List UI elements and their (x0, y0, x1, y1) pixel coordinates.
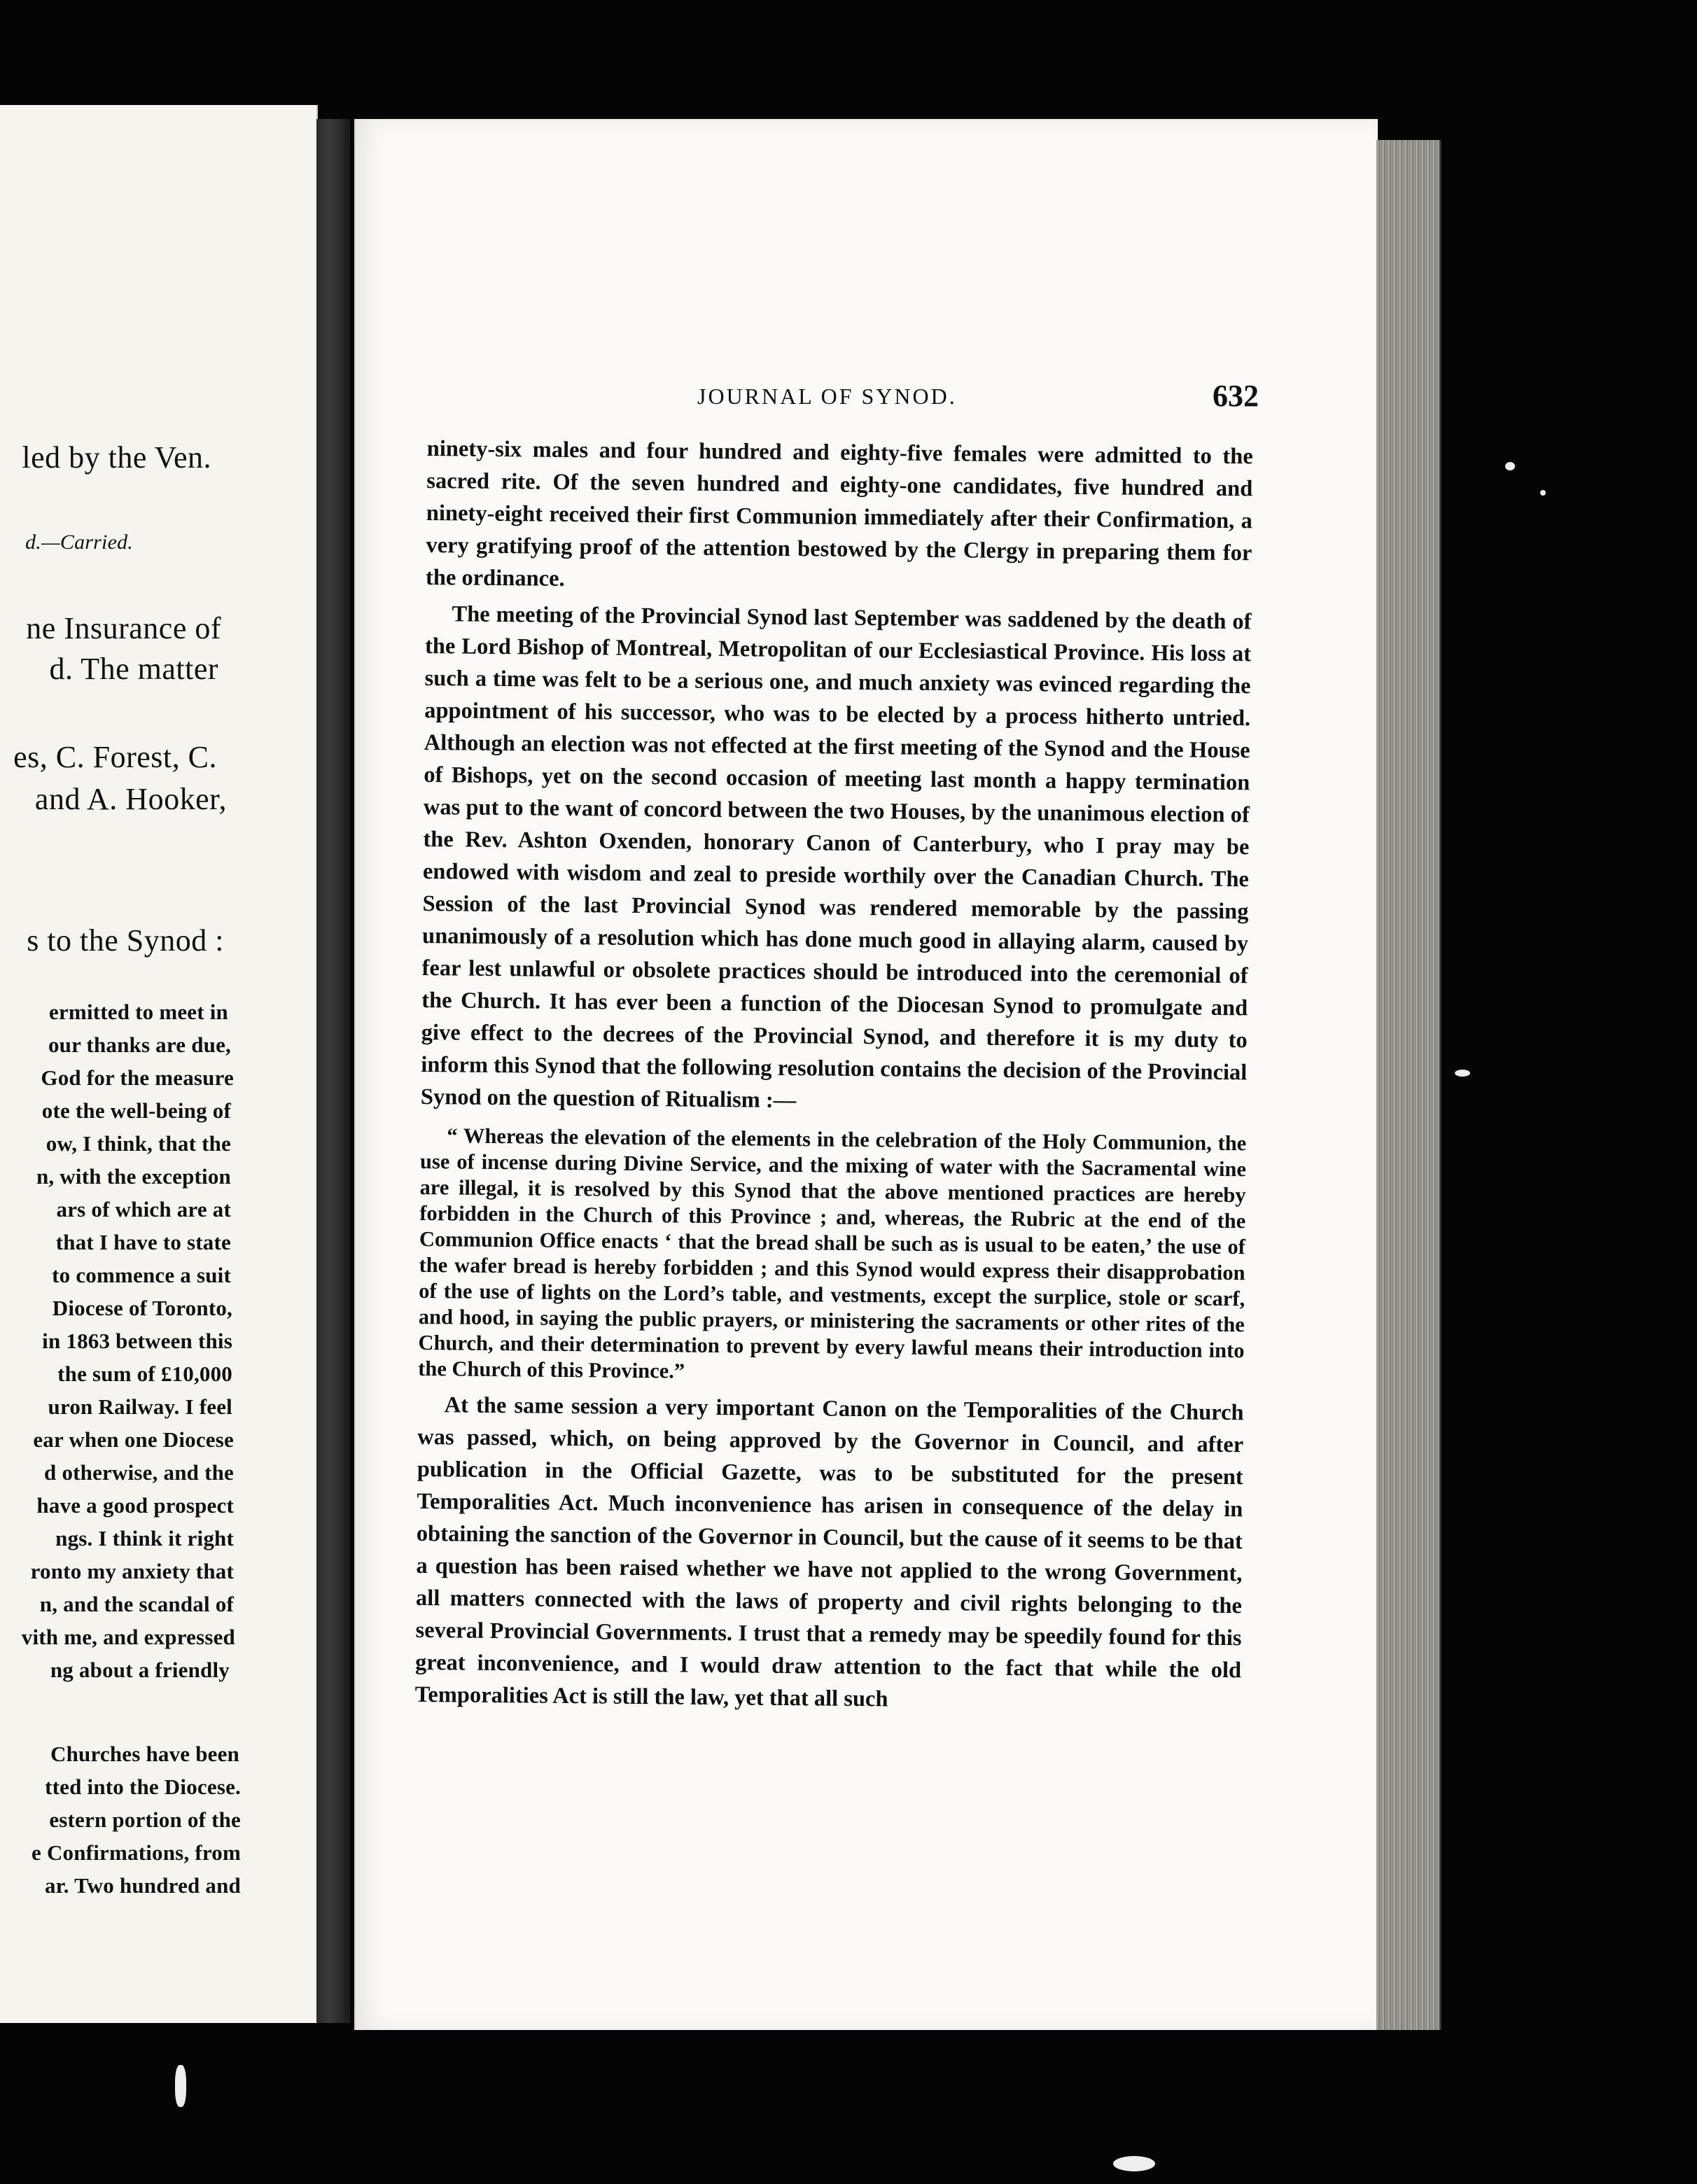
left-line: Diocese of Toronto, (52, 1296, 232, 1320)
left-line: tted into the Diocese. (45, 1774, 241, 1799)
left-line: and A. Hooker, (34, 782, 227, 816)
paragraph-2: The meeting of the Provincial Synod last September was saddened by the death of the Lord Bishop of Montreal, Metropolitan of our Ecclesiastical Province. His loss at such a time was felt to be a serious one, and much anxiety was evinced regarding the appointment of his successor, who was to be elected by a process hitherto untried. Although an election was not effected at the first meeting of the Synod and the House of Bishops, yet on the second occasion of meeting last month a happy termination was put to the want of concord between the two Houses, by the unanimous election of the Rev. Ashton Oxenden, honorary Canon of Canterbury, who I pray may be endowed with wisdom and zeal to preside worthily over the Canadian Church. The Session of the last Provincial Synod was rendered memorable by the passing unanimously of a resolution which has done much good in allaying alarm, caused by fear lest unlawful or obsolete practices should be introduced into the ceremonial of the Church. It has ever been a function of the Diocesan Synod to promulgate and give effect to the decrees of the Provincial Synod, and therefore it is my duty to inform this Synod that the following resolution contains the decision of the Provincial Synod on the question of Ritualism :— (420, 601, 1252, 1114)
left-line: n, and the scandal of (39, 1592, 234, 1616)
left-line: in 1863 between this (42, 1329, 232, 1353)
scan-speck (175, 2065, 186, 2107)
left-line: ng about a friendly (50, 1658, 230, 1682)
paragraph-1: ninety-six males and four hundred and eighty-five females were admitted to the sacred rite. Of the seven hundred and eighty-one candidates, five hundred and ninety-eight received their first Communion immediately after their Confirmation, a very gratifying proof of the attention bestowed by the Clergy in preparing them for the ordinance. (425, 435, 1253, 592)
left-line: that I have to state (55, 1230, 231, 1254)
left-line: d. The matter (49, 652, 218, 686)
ritualism-resolution-quote: “ Whereas the elevation of the elements in the celebration of the Holy Communion, the use of incense during Divine Service, and the mixing of water with the Sacramental wine are illegal, it is resolved by this Synod that the above mentioned practices are hereby forbidden in the Church of this Province ; and, whereas, the Rubric at the end of the Communion Office enacts ‘ that the bread shall be such as is usual to be eaten,’ the use of the wafer bread is hereby forbidden ; and this Synod would express their disapprobation of the use of lights on the Lord’s table, and vestments, except the surplice, stole or scarf, and hood, in saying the public prayers, or ministering the sacraments or other rites of the Church, and their determination to prevent by every lawful means their introduction into the Church of this Province.” (418, 1124, 1247, 1383)
left-line: vith me, and expressed (21, 1625, 235, 1649)
left-line: ne Insurance of (26, 611, 221, 645)
page-body (414, 433, 1252, 1718)
left-line: Churches have been (50, 1742, 239, 1766)
left-line: the sum of £10,000 (57, 1362, 232, 1386)
running-head: JOURNAL OF SYNOD. (697, 384, 957, 409)
left-line: ronto my anxiety that (30, 1559, 234, 1583)
left-page-fragment (0, 105, 318, 2023)
scan-speck (1455, 1070, 1470, 1077)
left-line: our thanks are due, (48, 1032, 231, 1057)
paragraph-3: At the same session a very important Canon on the Temporalities of the Church was passed, which, on being approved by the Governor in Council, and after publication in the Official Gazette, was to be substituted for the present Temporalities Act. Much inconvenience has arisen in consequence of the delay in obtaining the sanction of the Governor in Council, but the cause of it seems to be that a question has been raised whether we have not applied to the wrong Government, all matters connected with the laws of property and civil rights belonging to the several Provincial Governments. I trust that a remedy may be speedily found for this great inconvenience, and I would draw attention to the fact that while the old Temporalities Act is still the law, yet that all such (414, 1392, 1244, 1712)
page-edges (1376, 140, 1441, 2030)
left-line: ermitted to meet in (49, 1000, 228, 1024)
left-line: s to the Synod : (27, 923, 224, 958)
page-number: 632 (1213, 379, 1259, 413)
left-line: ngs. I think it right (55, 1526, 234, 1550)
left-line: led by the Ven. (22, 440, 211, 475)
left-line: n, with the exception (36, 1164, 231, 1189)
left-line: e Confirmations, from (32, 1840, 241, 1865)
left-line: ear when one Diocese (33, 1427, 234, 1452)
left-line: have a good prospect (36, 1493, 234, 1518)
binding-gutter (316, 119, 350, 2023)
left-line: d otherwise, and the (44, 1460, 234, 1485)
left-line: uron Railway. I feel (48, 1394, 232, 1419)
left-line: to commence a suit (52, 1263, 231, 1287)
scan-speck (1540, 490, 1546, 496)
left-line: ar. Two hundred and (44, 1873, 241, 1898)
scan-speck (1505, 462, 1515, 470)
left-line: ow, I think, that the (46, 1131, 231, 1156)
left-line: es, C. Forest, C. (13, 740, 217, 774)
scan-speck (1113, 2156, 1155, 2171)
left-line: ote the well-being of (41, 1098, 231, 1123)
left-line: d.—Carried. (25, 531, 133, 554)
left-line: God for the measure (41, 1065, 234, 1090)
left-line: estern portion of the (49, 1807, 241, 1832)
left-line: ars of which are at (56, 1197, 231, 1222)
